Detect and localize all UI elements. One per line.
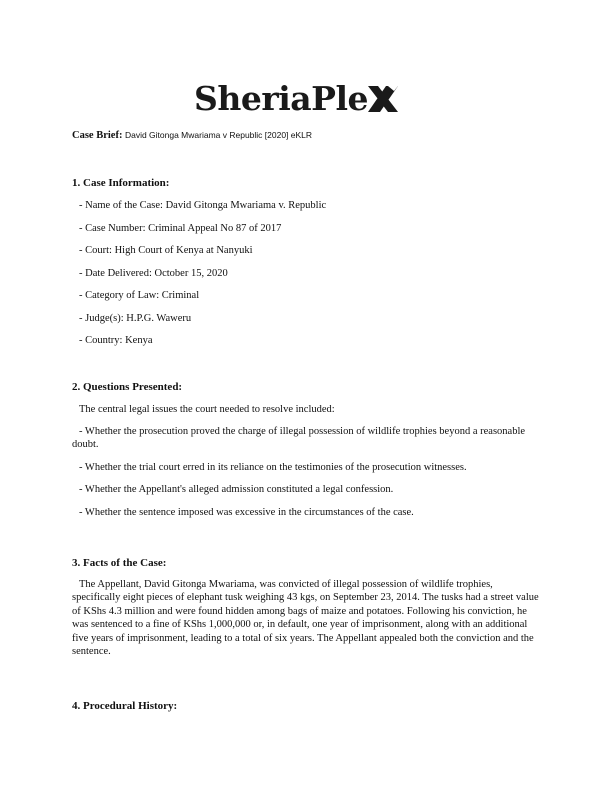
list-item: - Whether the sentence imposed was excessive in the circumstances of the case.	[79, 506, 414, 518]
list-item: - Country: Kenya	[79, 335, 153, 346]
section-questions-presented	[72, 380, 542, 519]
case-brief-title	[72, 129, 542, 142]
questions-intro: The central legal issues the court needed to resolve included:	[79, 404, 335, 415]
case-brief-name: David Gitonga Mwariama v Republic [2020] eKLR	[124, 130, 313, 140]
list-item: - Name of the Case: David Gitonga Mwariama v. Republic	[79, 200, 327, 211]
section-heading: 1. Case Information:	[72, 177, 170, 189]
sheriaplex-logo	[194, 74, 424, 122]
list-item: - Category of Law: Criminal	[79, 290, 200, 301]
list-item: - Whether the prosecution proved the charge of illegal possession of wildlife trophies beyond a reasonable doubt.	[72, 426, 526, 451]
list-item: - Date Delivered: October 15, 2020	[79, 267, 228, 279]
list-item: - Whether the trial court erred in its reliance on the testimonies of the prosecution witnesses.	[79, 461, 467, 473]
section-facts-of-the-case	[72, 556, 542, 658]
case-brief-label: Case Brief:	[72, 130, 123, 141]
facts-paragraph: The Appellant, David Gitonga Mwariama, was convicted of illegal possession of wildlife trophies, specifically eight pieces of elephant tusk weighing 43 kgs, on September 23, 2014. The tusks had a street value of KShs 4.3 million and were found hidden among bags of maize and potatoes. Following his conviction, he was sentenced to a fine of KShs 1,000,000 or, in default, one year of imprisonment, along with an additional five years of imprisonment, leading to a total of six years. The Appellant appealed both the conviction and the sentence.	[72, 579, 539, 658]
section-heading: 4. Procedural History:	[72, 700, 178, 712]
logo-x-icon	[366, 82, 400, 116]
section-procedural-history	[72, 699, 542, 713]
section-case-information	[72, 176, 542, 347]
list-item: - Whether the Appellant's alleged admission constituted a legal confession.	[79, 484, 394, 496]
list-item: - Case Number: Criminal Appeal No 87 of 2017	[79, 222, 282, 234]
section-heading: 2. Questions Presented:	[72, 381, 183, 393]
list-item: - Court: High Court of Kenya at Nanyuki	[79, 245, 253, 256]
logo-wordmark: SheriaPle	[194, 78, 368, 118]
section-heading: 3. Facts of the Case:	[72, 557, 167, 569]
list-item: - Judge(s): H.P.G. Waweru	[79, 312, 192, 324]
